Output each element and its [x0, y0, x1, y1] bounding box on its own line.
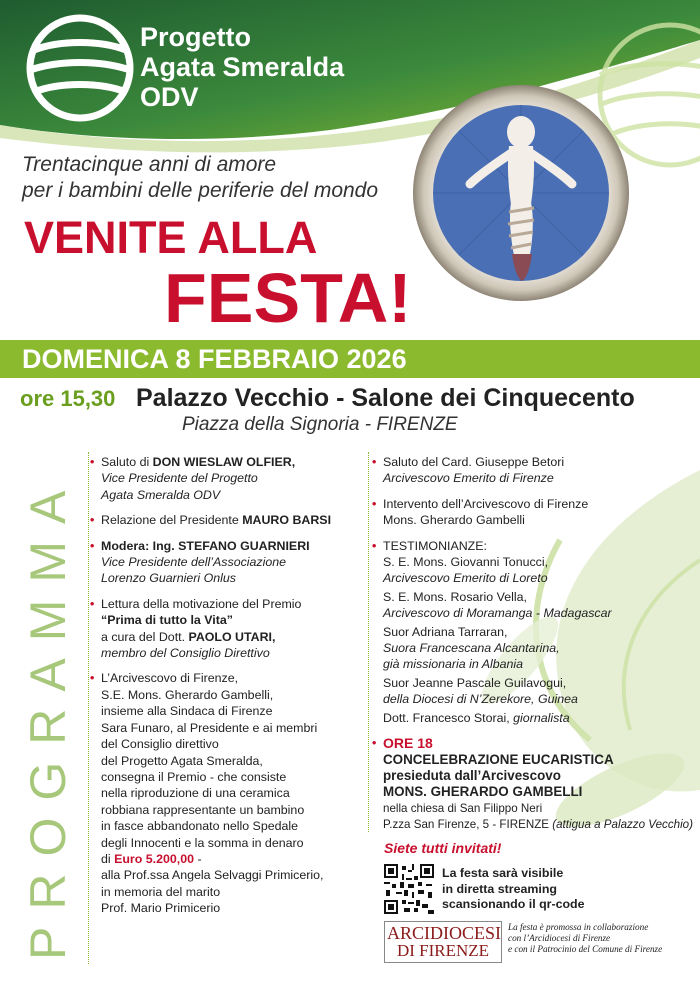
org-line-1: Progetto: [140, 22, 251, 52]
credits-text: [508, 922, 662, 955]
item-name: MAURO BARSI: [242, 513, 332, 528]
speaker-role: giornalista: [513, 710, 570, 725]
item-name: PAOLO UTARI,: [188, 629, 276, 644]
item-text: -: [194, 851, 202, 866]
item-text: Prof. Mario Primicerio: [101, 901, 221, 916]
credit-line: con l’Arcidiocesi di Firenze: [508, 933, 611, 943]
program-item-report: [90, 512, 362, 528]
section-title: • TESTIMONIANZE:: [383, 538, 487, 553]
mass-time: • ORE 18: [383, 735, 433, 752]
item-text: del Progetto Agata Smeralda,: [101, 753, 263, 768]
item-text: consegna il Premio - che consiste: [101, 769, 287, 784]
item-role: Arcivescovo Emerito di Firenze: [383, 471, 554, 486]
program-item-testimonies: [372, 538, 696, 726]
event-date: DOMENICA 8 FEBBRAIO 2026: [22, 344, 407, 374]
speaker-name: Suor Jeanne Pascale Guilavogui,: [383, 675, 567, 690]
organization-name: [140, 22, 344, 112]
archdiocese-logo: [384, 921, 502, 963]
tagline-line-2: per i bambini delle periferie del mondo: [22, 179, 379, 202]
item-name: DON WIESLAW OLFIER,: [152, 455, 296, 469]
item-text: degli Innocenti e la somma in denaro: [101, 835, 304, 850]
streaming-line: in diretta streaming: [442, 881, 557, 896]
item-text: in fasce abbandonato nello Spedale: [101, 819, 299, 834]
program-item-moderator: [90, 538, 362, 587]
item-text: insieme alla Sindaca di Firenze: [101, 704, 273, 719]
award-name: “Prima di tutto la Vita”: [101, 613, 233, 628]
item-text: Sara Funaro, al Presidente e ai membri: [101, 720, 318, 735]
item-name: Ing. STEFANO GUARNIERI: [152, 538, 310, 553]
event-address: Piazza della Signoria - FIRENZE: [182, 414, 458, 435]
program-right-column: [372, 454, 696, 843]
speaker-role: Arcivescovo Emerito di Loreto: [383, 571, 548, 586]
mass-title: CONCELEBRAZIONE EUCARISTICA: [383, 751, 614, 767]
item-text: del Consiglio direttivo: [101, 737, 219, 752]
credit-line: La festa è promossa in collaborazione: [508, 922, 649, 932]
item-text: • Lettura della motivazione del Premio: [101, 596, 302, 611]
mass-address: P.zza San Firenze, 5 - FIRENZE: [383, 818, 553, 832]
item-text: Modera:: [101, 538, 153, 553]
item-text: a cura del Dott.: [101, 629, 189, 644]
right-divider: [368, 452, 369, 832]
programma-vertical-label: PROGRAMMA: [20, 473, 76, 960]
item-text: S.E. Mons. Gherardo Gambelli,: [101, 687, 274, 702]
logo-text: ARCIDIOCESI: [387, 923, 502, 943]
speaker-name: Dott. Francesco Storai,: [383, 710, 514, 725]
tagline-line-1: Trentacinque anni di amore: [22, 153, 277, 176]
speaker-name: S. E. Mons. Giovanni Tonucci,: [383, 555, 549, 570]
item-role: Lorenzo Guarnieri Onlus: [101, 571, 236, 586]
logo-text: DI FIRENZE: [396, 941, 490, 960]
item-text: • Saluto del Card. Giuseppe Betori: [383, 455, 565, 469]
item-text: Relazione del Presidente: [101, 513, 243, 528]
credit-line: e con il Patrocinio del Comune di Firenze: [508, 944, 663, 954]
invitation-text: Siete tutti invitati!: [384, 840, 502, 856]
item-role: Vice Presidente dell’Associazione: [101, 555, 287, 570]
event-venue: Palazzo Vecchio - Salone dei Cinquecento: [136, 384, 635, 412]
program-item-cardinal-greeting: [372, 454, 696, 487]
program-item-award: [90, 670, 362, 916]
streaming-line: La festa sarà visibile: [442, 866, 564, 880]
headline-line-2: FESTA!: [164, 259, 412, 337]
mass-title: presieduta dall’Arcivescovo: [383, 767, 561, 783]
streaming-info: [442, 866, 585, 913]
speaker-role: Suora Francescana Alcantarina,: [383, 641, 560, 656]
item-text: robbiana rappresentante un bambino: [101, 802, 305, 817]
ceramic-medallion-image: [412, 84, 630, 302]
mass-location: nella chiesa di San Filippo Neri: [383, 801, 543, 815]
item-text: Saluto di: [101, 455, 153, 469]
speaker-role: già missionaria in Albania: [383, 657, 524, 672]
event-time: ore 15,30: [20, 386, 116, 411]
qr-code-icon[interactable]: [384, 864, 434, 914]
item-role: Vice Presidente del Progetto: [101, 471, 258, 486]
speaker-name: Suor Adriana Tarraran,: [383, 624, 508, 639]
program-item-archbishop-speech: [372, 496, 696, 529]
tagline: [22, 152, 378, 204]
org-line-3: ODV: [140, 82, 199, 112]
mass-title: MONS. GHERARDO GAMBELLI: [383, 784, 583, 800]
item-role: membro del Consiglio Direttivo: [101, 646, 270, 661]
item-text: • L’Arcivescovo di Firenze,: [101, 671, 239, 686]
mass-address-note: (attigua a Palazzo Vecchio): [552, 818, 693, 832]
program-item-reading: [90, 596, 362, 662]
program-left-column: [90, 454, 362, 926]
left-divider: [88, 452, 89, 964]
award-amount: Euro 5.200,00: [114, 851, 194, 866]
program-item-greeting: [90, 454, 362, 503]
speaker-role: Arcivescovo di Moramanga - Madagascar: [383, 606, 612, 621]
item-text: alla Prof.ssa Angela Selvaggi Primicerio,: [101, 868, 324, 883]
item-text: in memoria del marito: [101, 884, 221, 899]
speaker-name: S. E. Mons. Rosario Vella,: [383, 589, 527, 604]
speaker-role: della Diocesi di N’Zerekore, Guinea: [383, 692, 578, 707]
item-role: Agata Smeralda ODV: [101, 487, 221, 502]
item-text: nella riproduzione di una ceramica: [101, 786, 290, 801]
org-line-2: Agata Smeralda: [140, 52, 345, 82]
headline-line-1: VENITE ALLA: [24, 212, 318, 263]
item-text: • Intervento dell’Arcivescovo di Firenze: [383, 496, 589, 511]
item-text: di: [101, 851, 115, 866]
item-name: Mons. Gherardo Gambelli: [383, 513, 525, 528]
program-item-mass: [372, 735, 696, 833]
streaming-line: scansionando il qr-code: [442, 897, 585, 911]
